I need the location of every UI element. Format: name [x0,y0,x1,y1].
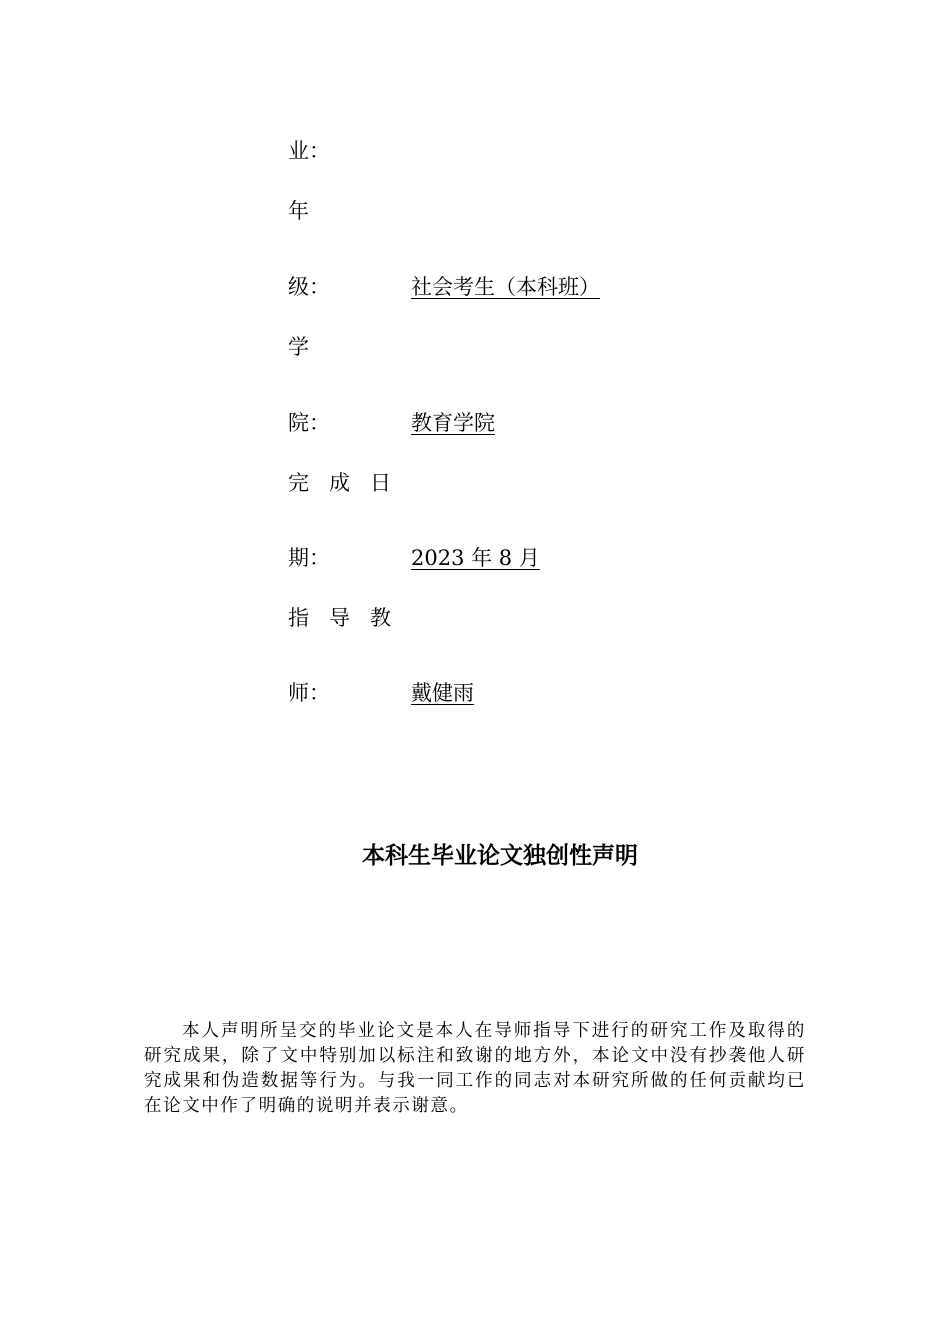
declaration-title: 本科生毕业论文独创性声明 [362,843,638,869]
completion-date-label-top: 完成日 [288,471,411,495]
college-value: 教育学院 [411,411,495,435]
grade-label-top: 年 [288,199,309,223]
college-label: 院： [288,411,330,435]
grade-label: 级： [288,275,330,299]
declaration-body: 本人声明所呈交的毕业论文是本人在导师指导下进行的研究工作及取得的研究成果，除了文中特别加以标注和致谢的地方外，本论文中没有抄袭他人研究成果和伪造数据等行为。与我一同工作的同志对本研究所做的任何贡献均已在论文中作了明确的说明并表示谢意。 [144,1021,806,1116]
advisor-label: 师： [288,681,330,705]
completion-date-label: 期： [288,546,330,570]
advisor-value: 戴健雨 [411,681,474,705]
completion-date-value: 2023 年 8 月 [411,546,540,570]
advisor-label-top: 指导教 [288,606,411,630]
grade-value: 社会考生（本科班） [411,275,600,299]
major-label: 业： [288,139,330,163]
college-label-top: 学 [288,335,309,359]
